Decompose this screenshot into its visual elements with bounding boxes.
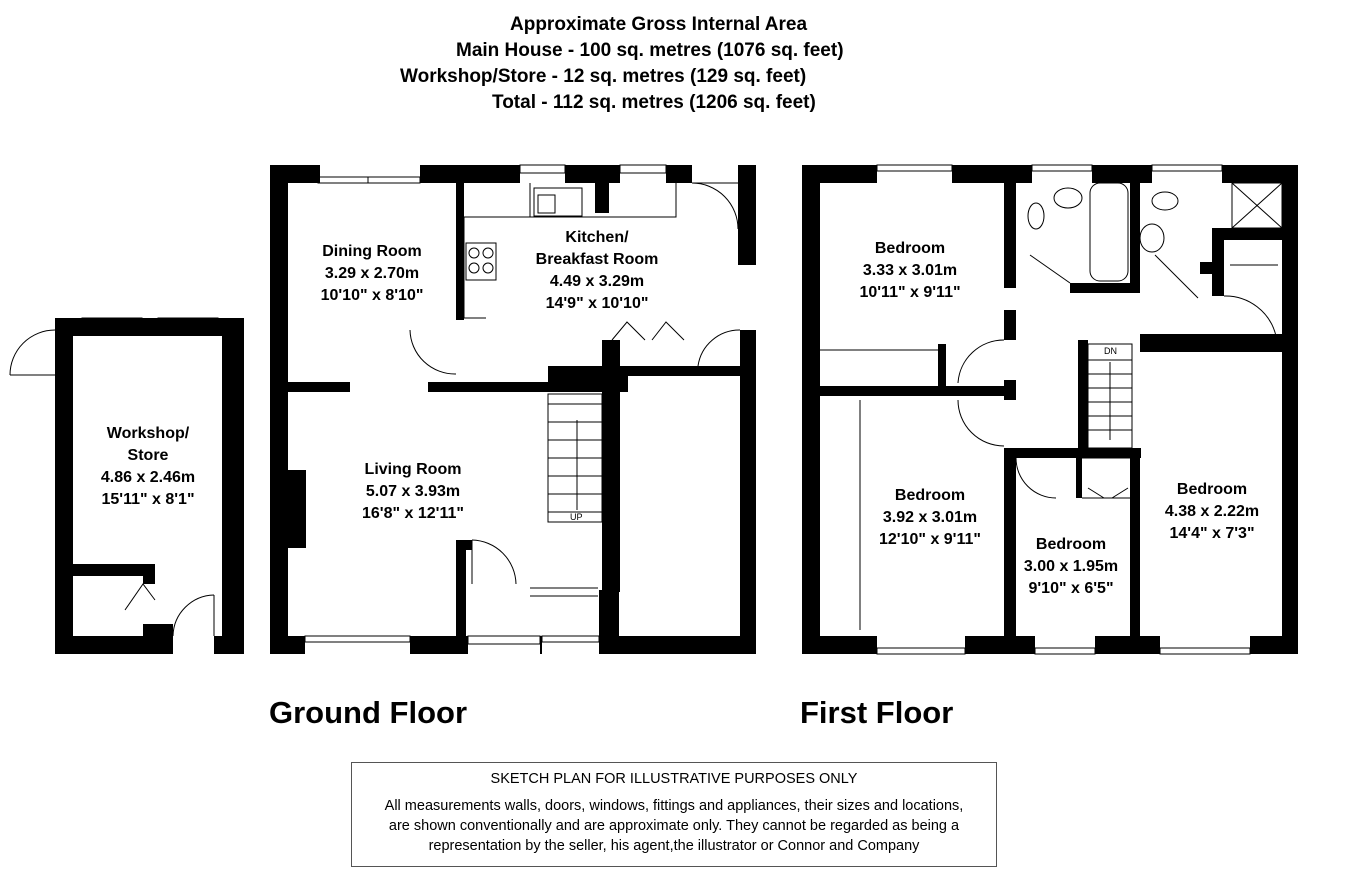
room-name: Store — [127, 447, 169, 464]
first-floor-title: First Floor — [800, 695, 954, 730]
room-dimensions-imperial: 14'9" x 10'10" — [545, 295, 649, 312]
room-name: Bedroom — [874, 240, 946, 257]
room-name: Bedroom — [1035, 536, 1107, 553]
room-dimensions-metric: 4.86 x 2.46m — [100, 469, 196, 486]
room-dimensions-imperial: 14'4" x 7'3" — [1169, 525, 1255, 542]
main-house-area: Main House - 100 sq. metres (1076 sq. feet) — [456, 40, 844, 61]
bedroom-2-label — [879, 485, 981, 551]
room-name: Dining Room — [322, 243, 422, 260]
bedroom-1-label — [859, 238, 960, 304]
room-dimensions-metric: 4.38 x 2.22m — [1164, 503, 1260, 520]
room-name: Bedroom — [1176, 481, 1248, 498]
room-name: Bedroom — [894, 487, 966, 504]
workshop-area: Workshop/Store - 12 sq. metres (129 sq. feet) — [400, 66, 807, 87]
ground-floor-title: Ground Floor — [269, 695, 468, 730]
room-dimensions-imperial: 10'10" x 8'10" — [320, 287, 424, 304]
disclaimer-heading: SKETCH PLAN FOR ILLUSTRATIVE PURPOSES ONLY — [490, 771, 858, 787]
room-name: Living Room — [364, 461, 462, 478]
stairs-down-label: DN — [1104, 346, 1117, 356]
room-dimensions-imperial: 9'10" x 6'5" — [1028, 580, 1114, 597]
stairs-up-label: UP — [570, 512, 583, 522]
room-dimensions-metric: 3.00 x 1.95m — [1023, 558, 1119, 575]
room-dimensions-metric: 3.92 x 3.01m — [882, 509, 978, 526]
disclaimer-line: All measurements walls, doors, windows, fittings and appliances, their sizes and locations, — [384, 798, 964, 814]
kitchen-label — [536, 227, 659, 315]
room-dimensions-imperial: 16'8" x 12'11" — [362, 505, 464, 522]
room-dimensions-metric: 3.33 x 3.01m — [862, 262, 958, 279]
total-area: Total - 112 sq. metres (1206 sq. feet) — [492, 92, 816, 113]
room-dimensions-imperial: 15'11" x 8'1" — [101, 491, 195, 508]
disclaimer-line: are shown conventionally and are approximate only. They cannot be regarded as being a — [388, 818, 960, 834]
living-room-label — [362, 459, 464, 525]
room-name: Breakfast Room — [535, 251, 659, 268]
room-dimensions-metric: 4.49 x 3.29m — [549, 273, 645, 290]
disclaimer-line: representation by the seller, his agent,the illustrator or Connor and Company — [428, 838, 920, 854]
disclaimer-box — [351, 762, 997, 867]
room-dimensions-metric: 5.07 x 3.93m — [365, 483, 461, 500]
bedroom-3-label — [1024, 534, 1118, 600]
area-heading: Approximate Gross Internal Area — [510, 14, 808, 35]
room-name: Workshop/ — [106, 425, 190, 442]
dining-room-label — [321, 241, 424, 307]
bedroom-4-label — [1165, 479, 1259, 545]
room-dimensions-imperial: 10'11" x 9'11" — [859, 284, 961, 301]
room-dimensions-metric: 3.29 x 2.70m — [324, 265, 420, 282]
room-dimensions-imperial: 12'10" x 9'11" — [879, 531, 981, 548]
workshop-store-label — [101, 423, 195, 511]
disclaimer-body — [352, 796, 996, 856]
room-name: Kitchen/ — [565, 229, 629, 246]
